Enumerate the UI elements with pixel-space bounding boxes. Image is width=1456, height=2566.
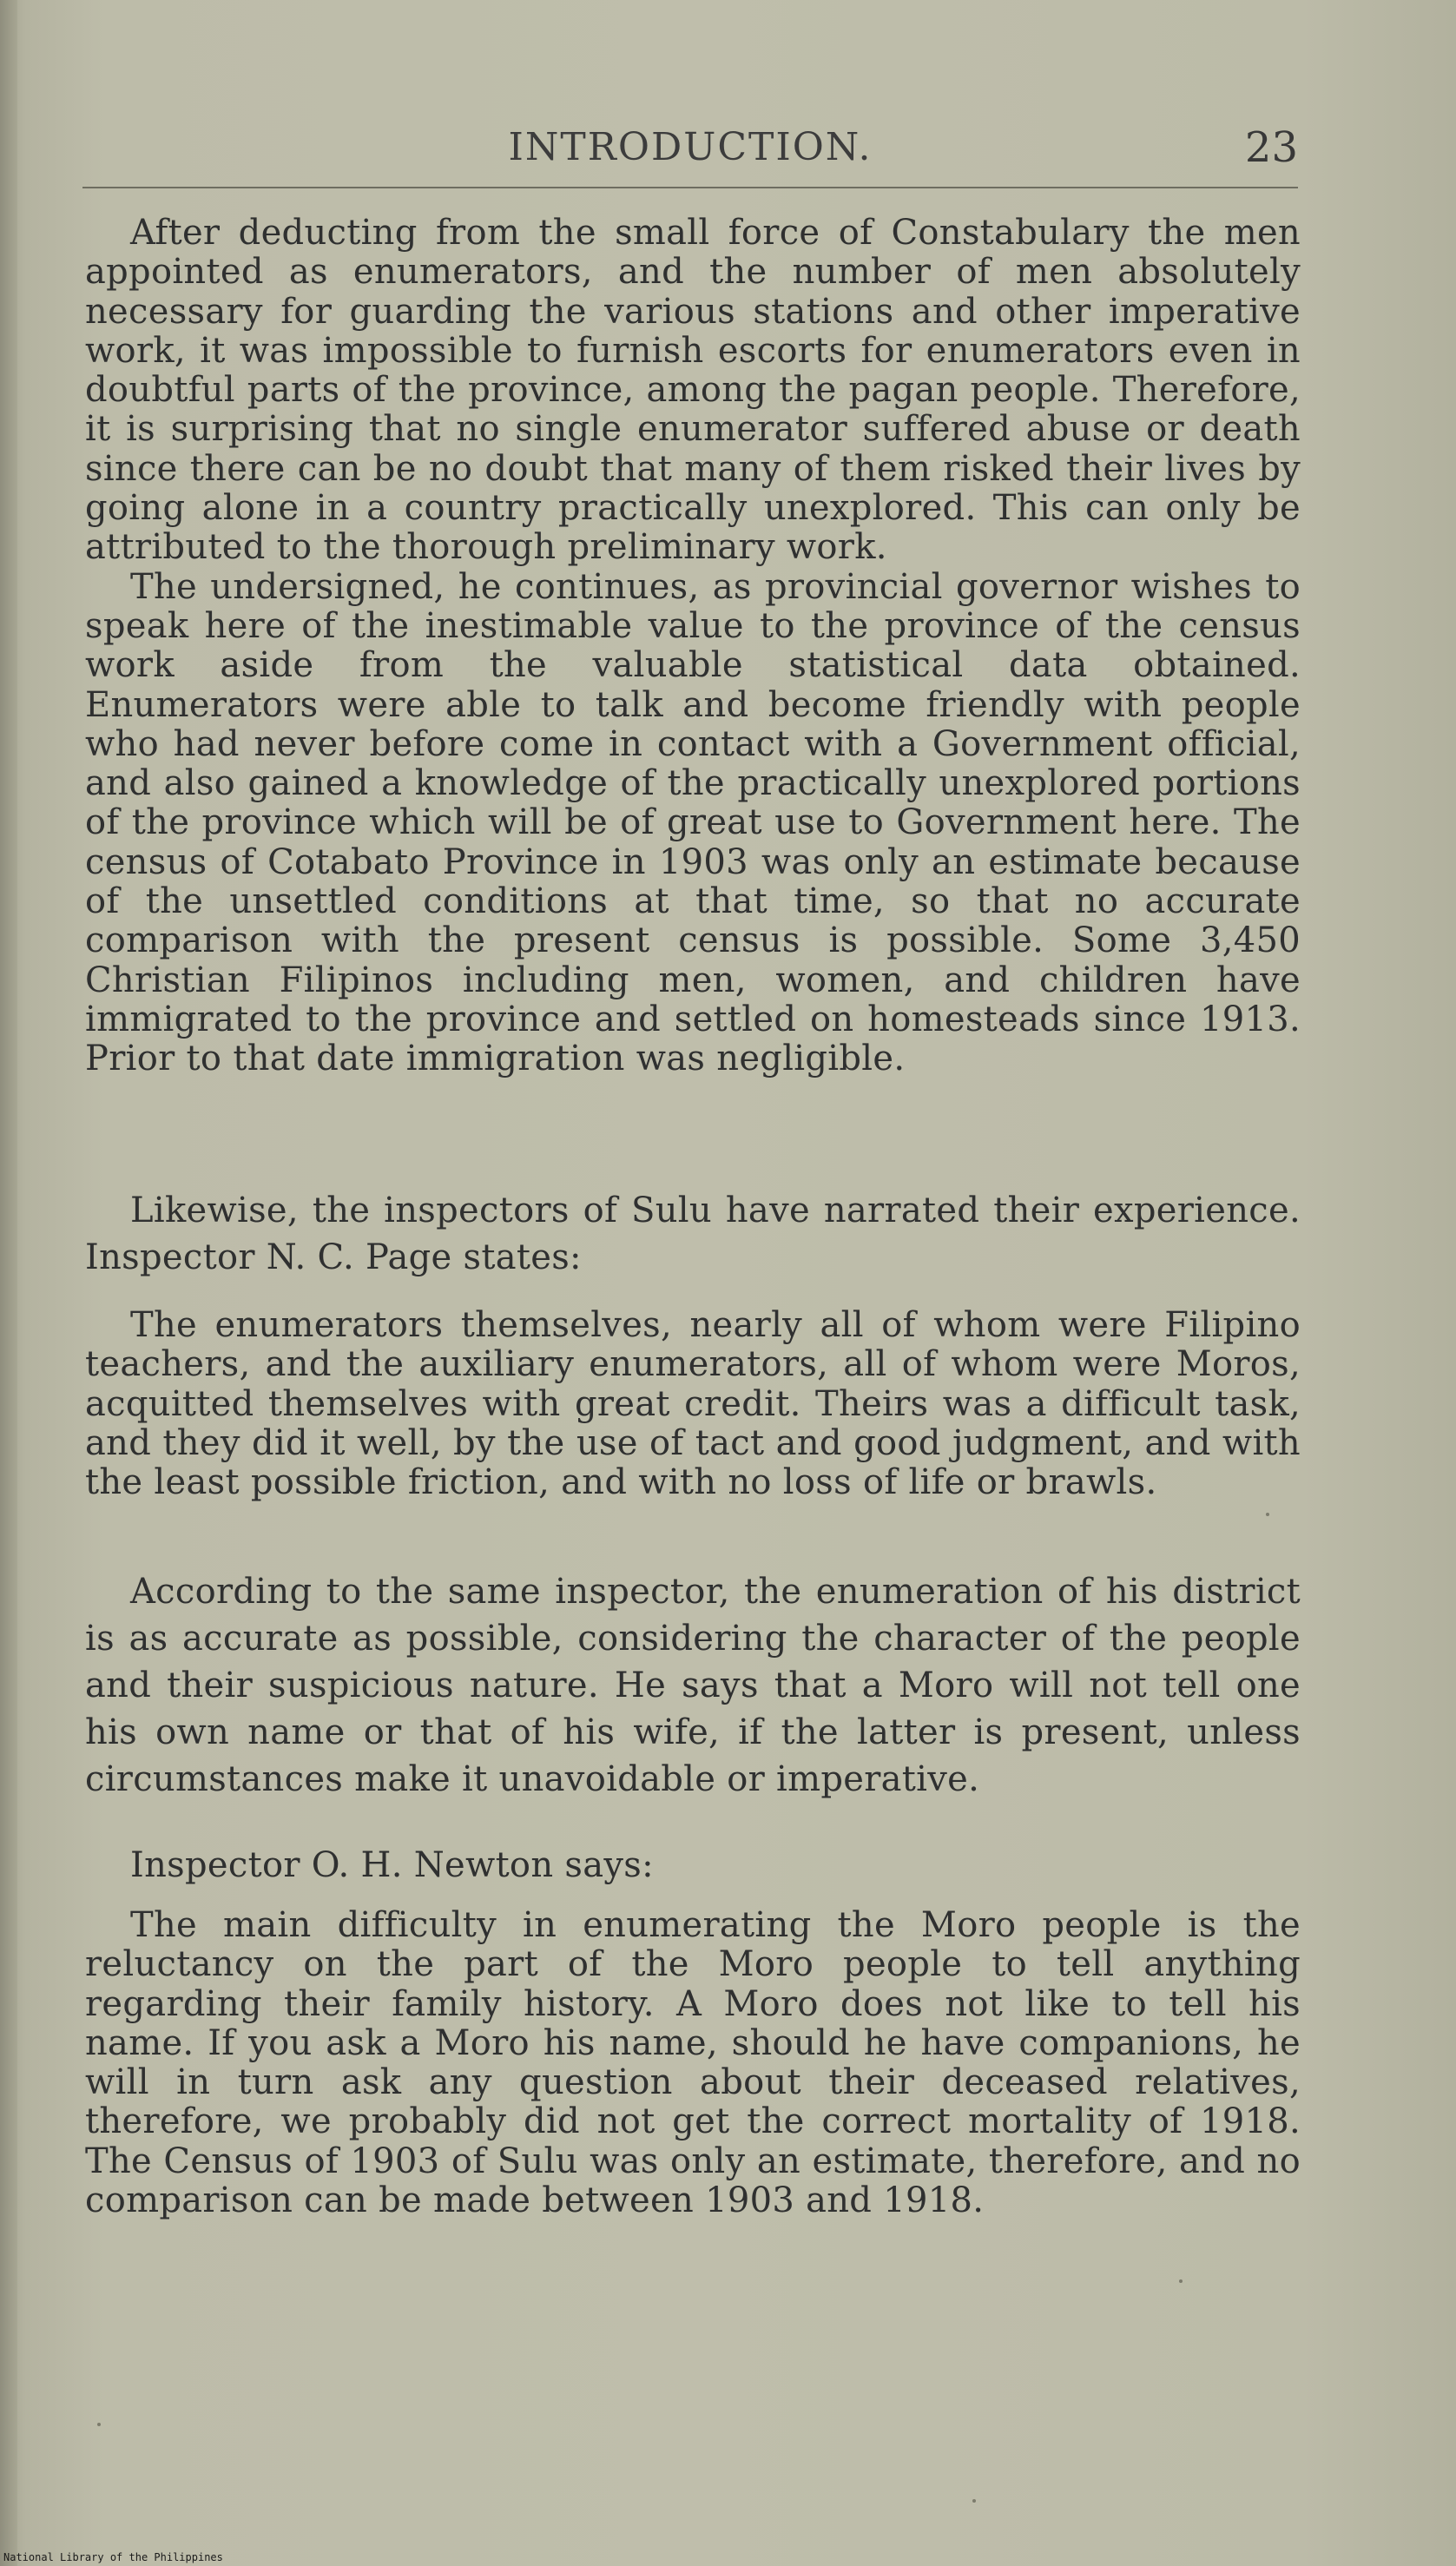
paper-speck [97, 2423, 101, 2426]
quote-block-newton [85, 1906, 1301, 2220]
paragraph-census-value: The undersigned, he continues, as provincial governor wishes to speak here of the inestimable value to the province of the census work aside from the valuable statistical data obtained. Enumerators were able to talk and become friendly with people who had never before come in contact with a Government official, and also gained a knowledge of the practically unexplored portions of the province which will be of great use to Government here. The census of Cotabato Province in 1903 was only an estimate because of the unsettled conditions at that time, so that no accurate comparison with the present census is possible. Some 3,450 Christian Filipinos including men, women, and children have immigrated to the province and settled on homesteads since 1913. Prior to that date immigration was negligible. [85, 566, 1301, 1079]
paragraph-newton-intro: Inspector O. H. Newton says: [130, 1845, 654, 1885]
quote-block-cotabato [85, 214, 1301, 1079]
paper-speck [972, 2499, 976, 2503]
running-head: INTRODUCTION. [508, 125, 873, 169]
paragraph-escorts: After deducting from the small force of Constabulary the men appointed as enumerators, and the number of men absolutely necessary for guarding the various stations and other imperative work, it was impossible to furnish escorts for enumerators even in doubtful parts of the province, among the pagan people. Therefore, it is surprising that no single enumerator suffered abuse or death since there can be no doubt that many of them risked their lives by going alone in a country practically unexplored. This can only be attributed to the thorough preliminary work. [85, 213, 1301, 568]
paragraph-sulu-intro: Likewise, the inspectors of Sulu have narrated their experience. Inspector N. C. Page states: [85, 1191, 1301, 1277]
paragraph-inspector-accuracy: According to the same inspector, the enumeration of his district is as accurate as possible, considering the character of the people and their suspicious nature. He says that a Moro will not tell one his own name or that of his wife, if the latter is present, unless circumstances make it unavoidable or imperative. [85, 1572, 1301, 1799]
paragraph-newton-quote: The main difficulty in enumerating the Moro people is the reluctancy on the part of the Moro people to tell anything regarding their family history. A Moro does not like to tell his name. If you ask a Moro his name, should he have companions, he will in turn ask any question about their deceased relatives, therefore, we probably did not get the correct mortality of 1918. The Census of 1903 of Sulu was only an estimate, therefore, and no comparison can be made between 1903 and 1918. [85, 1905, 1301, 2221]
newton-intro-block [85, 1842, 1301, 1889]
page-number: 23 [1244, 123, 1298, 172]
quote-block-page [85, 1306, 1301, 1502]
paper-speck [1179, 2279, 1183, 2283]
binding-gutter [0, 0, 17, 2566]
paragraph-page-quote: The enumerators themselves, nearly all of whom were Filipino teachers, and the auxiliary enumerators, all of whom were Moros, acquitted themselves with great credit. Theirs was a difficult task, and they did it well, by the use of tact and good judgment, and with the least possible friction, and with no loss of life or brawls. [85, 1305, 1301, 1503]
library-credit: National Library of the Philippines [3, 2551, 223, 2563]
paragraph-sulu-intro-block [85, 1187, 1301, 1281]
paper-speck [1266, 1513, 1269, 1516]
page-header [82, 122, 1298, 182]
paragraph-inspector-block [85, 1568, 1301, 1803]
header-rule [82, 187, 1298, 188]
